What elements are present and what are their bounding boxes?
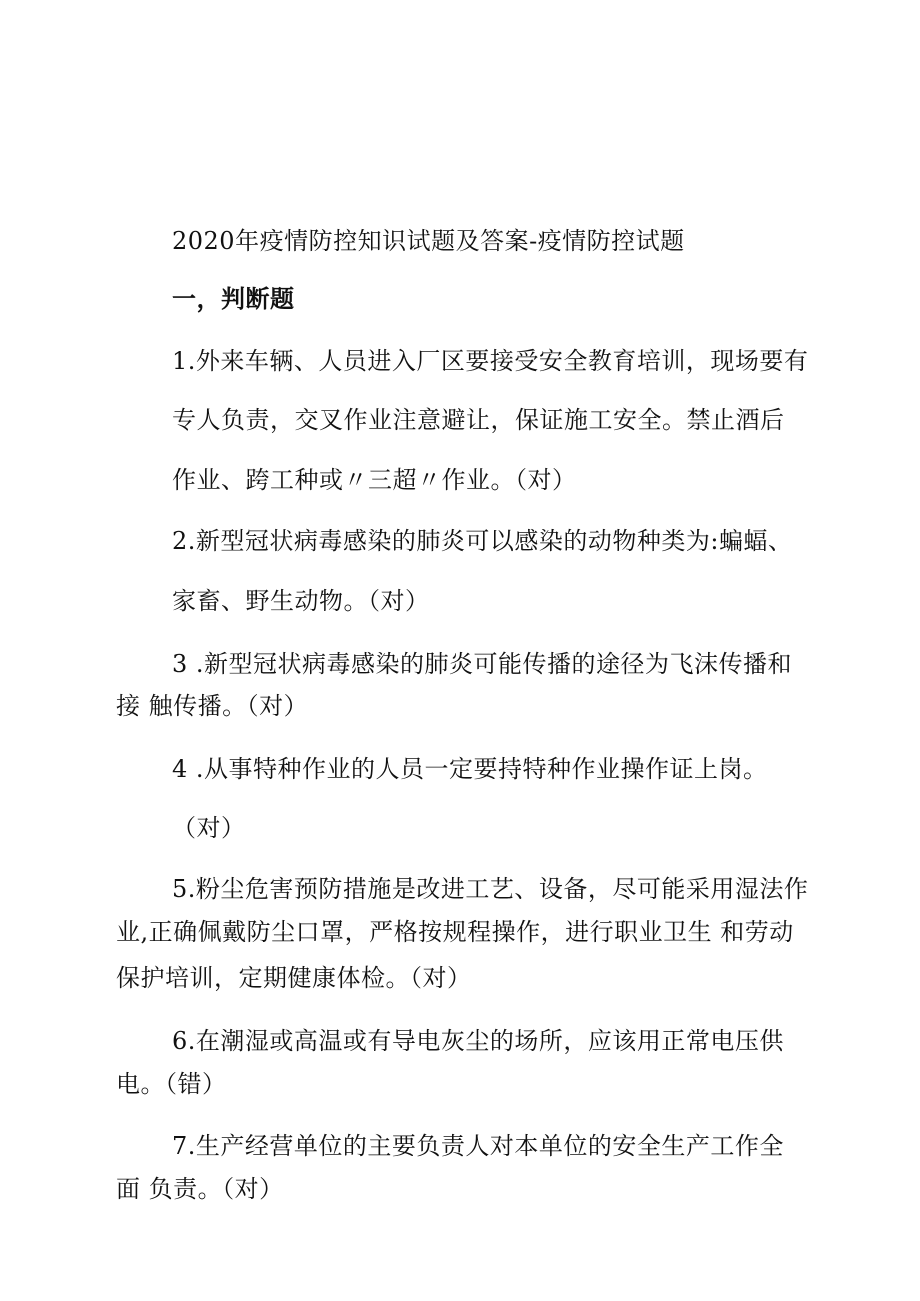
section-heading: 一，判断题 (172, 284, 295, 313)
question-2-line-1: 2.新型冠状病毒感染的肺炎可以感染的动物种类为:蝙蝠、 (172, 527, 793, 555)
question-5-line-1: 5.粉尘危害预防措施是改进工艺、设备，尽可能采用湿法作 (172, 875, 809, 903)
question-1-line-3: 作业、跨工种或〃三超〃作业。（对） (172, 466, 577, 494)
question-1-line-1: 1.外来车辆、人员进入厂区要接受安全教育培训，现场要有 (172, 347, 809, 375)
question-4-line-2: （对） (172, 814, 246, 842)
question-7-line-1: 7.生产经营单位的主要负责人对本单位的安全生产工作全 (172, 1132, 784, 1160)
question-6-line-2: 电。（错） (116, 1070, 227, 1098)
question-3-line-1: 3 .新型冠状病毒感染的肺炎可能传播的途径为飞沫传播和 (172, 650, 793, 678)
document-title: 2020年疫情防控知识试题及答案-疫情防控试题 (172, 227, 685, 255)
question-6-line-1: 6.在潮湿或高温或有导电灰尘的场所，应该用正常电压供 (172, 1027, 784, 1055)
question-5-line-3: 保护培训，定期健康体检。（对） (116, 964, 472, 992)
question-3-line-2: 接 触传播。（对） (116, 692, 309, 720)
question-5-line-2: 业,正确佩戴防尘口罩，严格按规程操作，进行职业卫生 和劳动 (116, 918, 794, 946)
question-7-line-2: 面 负责。（对） (116, 1175, 284, 1203)
question-4-line-1: 4 .从事特种作业的人员一定要持特种作业操作证上岗。 (172, 755, 768, 783)
question-1-line-2: 专人负责，交叉作业注意避让，保证施工安全。禁止酒后 (172, 406, 785, 434)
question-2-line-2: 家畜、野生动物。（对） (172, 587, 430, 615)
